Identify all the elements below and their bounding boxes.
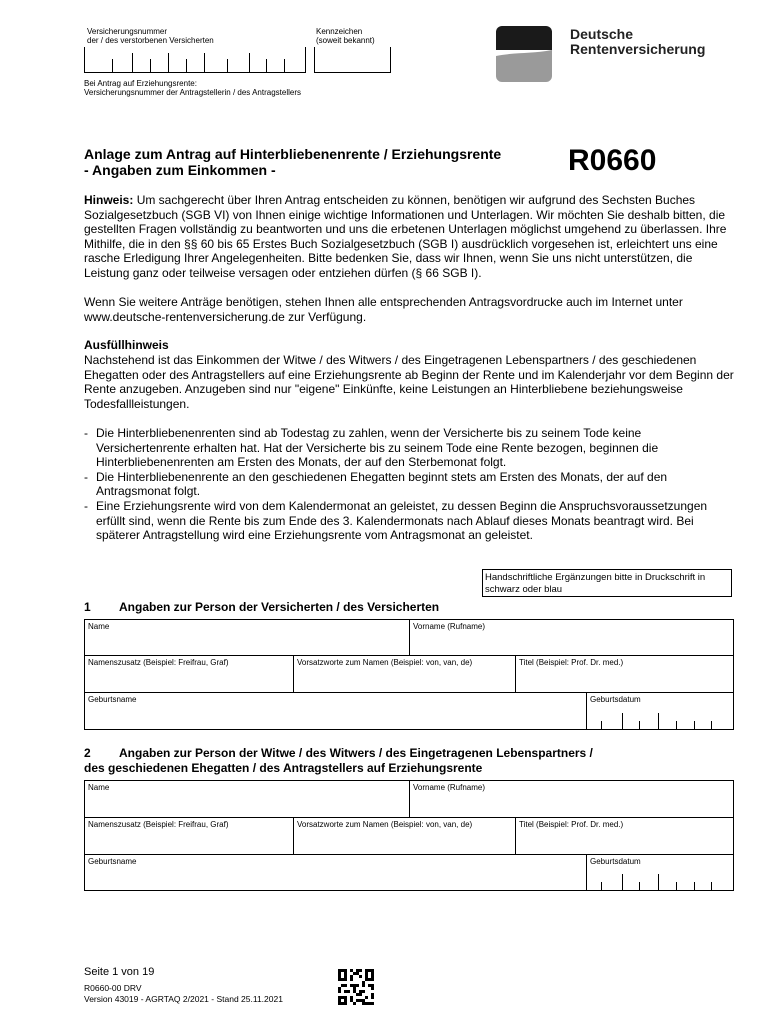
bullet-item: - Die Hinterbliebenenrente an den geschiedenen Ehegatten beginnt stets am Ersten des Monats, der auf den Antragsmonat folgt. bbox=[84, 470, 736, 499]
s1-namenszusatz-field[interactable] bbox=[84, 655, 294, 693]
handschrift-note bbox=[482, 569, 732, 597]
form-title-line2: - Angaben zum Einkommen - bbox=[84, 162, 276, 178]
logo-text-line2: Rentenversicherung bbox=[570, 41, 706, 57]
hinweis-text: Um sachgerecht über Ihren Antrag entscheiden zu können, benötigen wir aufgrund des Sechsten Buches Sozialgesetzbuch (SGB VI) von Ihnen einige wichtige Informationen und Unterlagen. Wir möchten Sie deshalb bitten, die gestellten Fragen vollständig zu beantworten und uns die erbetenen Unterlagen möglichst umgehend zu überlassen. Ihre Mithilfe, die in den §§ 60 bis 65 Erstes Buch Sozialgesetzbuch (SGB I) ausdrücklich vorgesehen ist, erleichtert uns eine rasche Erledigung Ihrer Angelegenheiten. Bitte bedenken Sie, dass wir Ihnen, wenn Sie uns nicht unterstützen, die Leistung ganz oder teilweise versagen oder entziehen dürfen (§ 66 SGB I). bbox=[84, 193, 727, 280]
section2-title-line1: Angaben zur Person der Witwe / des Witwers / des Eingetragenen Lebenspartners / bbox=[119, 746, 593, 760]
s2-titel-field[interactable] bbox=[515, 817, 734, 855]
section2-title-line2: des geschiedenen Ehegatten / des Antragstellers auf Erziehungsrente bbox=[84, 761, 483, 775]
s2-geburtsname-label: Geburtsname bbox=[88, 857, 137, 866]
ausfuellhinweis-text: Nachstehend ist das Einkommen der Witwe / des Witwers / des Eingetragenen Lebenspartners / des geschiedenen Ehegatten oder des Antragstellers auf eine Erziehungsrente ab Beginn der Rente und im Kalenderjahr vor dem Beginn der Rente anzugeben. Anzugeben sind nur "eigene" Einkünfte, keine Leistungen an Hinterbliebene beziehungsweise Todesfallleistungen. bbox=[84, 353, 734, 411]
s2-geburtsdatum-label: Geburtsdatum bbox=[590, 857, 641, 866]
s1-namenszusatz-label: Namenszusatz (Beispiel: Freifrau, Graf) bbox=[88, 658, 229, 667]
section2-number: 2 bbox=[84, 746, 91, 760]
logo-text-line1: Deutsche bbox=[570, 26, 634, 42]
s1-vorname-label: Vorname (Rufname) bbox=[413, 622, 486, 631]
s2-geburtsdatum-field[interactable] bbox=[586, 854, 734, 891]
s2-name-field[interactable] bbox=[84, 780, 410, 818]
s1-geburtsdatum-field[interactable] bbox=[586, 692, 734, 730]
barcode-icon bbox=[338, 969, 374, 1005]
vsnr-label-line1: Versicherungsnummer bbox=[87, 27, 168, 36]
bullet-item: - Die Hinterbliebenenrenten sind ab Todestag zu zahlen, wenn der Versicherte bis zu seinem Tode keine Versichertenrente erhalten hat. Hat der Versicherte bis zu seinem Tode eine Rente bezogen, beginnen die Hinterbliebenenrenten am Ersten des Monats, der auf den Sterbemonat folgt. bbox=[84, 426, 736, 470]
vsnr-input[interactable] bbox=[84, 47, 306, 73]
hinweis-paragraph bbox=[84, 193, 736, 281]
ausfuellhinweis-heading: Ausfüllhinweis bbox=[84, 338, 169, 352]
s1-geburtsname-label: Geburtsname bbox=[88, 695, 137, 704]
s1-vorname-field[interactable] bbox=[409, 619, 734, 656]
s1-titel-label: Titel (Beispiel: Prof. Dr. med.) bbox=[519, 658, 624, 667]
internet-paragraph: Wenn Sie weitere Anträge benötigen, stehen Ihnen alle entsprechenden Antragsvordrucke auch im Internet unter www.deutsche-rentenversicherung.de zur Verfügung. bbox=[84, 295, 683, 324]
hinweis-label: Hinweis: bbox=[84, 193, 134, 207]
s1-vorsatzworte-field[interactable] bbox=[293, 655, 516, 693]
section1-number: 1 bbox=[84, 600, 91, 614]
form-version-code: R0660-00 DRV bbox=[84, 983, 142, 993]
s2-vorname-field[interactable] bbox=[409, 780, 734, 818]
s1-geburtsdatum-label: Geburtsdatum bbox=[590, 695, 641, 704]
bullet-item: - Eine Erziehungsrente wird von dem Kalendermonat an geleistet, zu dessen Beginn die Anspruchsvoraussetzungen erfüllt sind, wenn die Rente bis zum Ende des 3. Kalendermonats nach Ablauf dieses Monats beantragt wird. Bei späterer Antragstellung wird eine Erziehungsrente vom Antragsmonat an geleistet. bbox=[84, 499, 736, 543]
kennzeichen-label bbox=[316, 27, 375, 45]
s2-namenszusatz-label: Namenszusatz (Beispiel: Freifrau, Graf) bbox=[88, 820, 229, 829]
s2-name-label: Name bbox=[88, 783, 110, 792]
kennzeichen-input[interactable] bbox=[314, 47, 391, 73]
erziehung-note-line1: Bei Antrag auf Erziehungsrente: bbox=[84, 79, 197, 88]
s2-vorname-label: Vorname (Rufname) bbox=[413, 783, 486, 792]
erziehung-note bbox=[84, 79, 301, 97]
s1-geburtsname-field[interactable] bbox=[84, 692, 587, 730]
vsnr-label bbox=[87, 27, 214, 45]
form-version-info: Version 43019 - AGRTAQ 2/2021 - Stand 25.11.2021 bbox=[84, 994, 283, 1004]
s2-titel-label: Titel (Beispiel: Prof. Dr. med.) bbox=[519, 820, 624, 829]
s1-titel-field[interactable] bbox=[515, 655, 734, 693]
s1-vorsatzworte-label: Vorsatzworte zum Namen (Beispiel: von, van, de) bbox=[297, 658, 473, 667]
form-code: R0660 bbox=[568, 144, 657, 177]
s1-name-field[interactable] bbox=[84, 619, 410, 656]
kennzeichen-label-line1: Kennzeichen bbox=[316, 27, 363, 36]
s2-vorsatzworte-field[interactable] bbox=[293, 817, 516, 855]
form-title bbox=[84, 146, 501, 178]
drv-logo bbox=[496, 26, 710, 82]
s2-namenszusatz-field[interactable] bbox=[84, 817, 294, 855]
s1-name-label: Name bbox=[88, 622, 110, 631]
section2-title bbox=[84, 746, 593, 776]
form-title-line1: Anlage zum Antrag auf Hinterbliebenenrente / Erziehungsrente bbox=[84, 146, 502, 162]
drv-logo-mark bbox=[496, 26, 552, 82]
s2-geburtsname-field[interactable] bbox=[84, 854, 587, 891]
vsnr-label-line2: der / des verstorbenen Versicherten bbox=[87, 36, 214, 45]
kennzeichen-label-line2: (soweit bekannt) bbox=[316, 36, 375, 45]
page-number: Seite 1 von 19 bbox=[84, 966, 155, 978]
ausfuellhinweis-bullets bbox=[84, 426, 736, 543]
erziehung-note-line2: Versicherungsnummer der Antragstellerin / des Antragstellers bbox=[84, 88, 301, 97]
section1-title: Angaben zur Person der Versicherten / des Versicherten bbox=[119, 600, 440, 614]
s2-vorsatzworte-label: Vorsatzworte zum Namen (Beispiel: von, van, de) bbox=[297, 820, 473, 829]
handschrift-note-text: Handschriftliche Ergänzungen bitte in Druckschrift in schwarz oder blau bbox=[485, 572, 706, 595]
